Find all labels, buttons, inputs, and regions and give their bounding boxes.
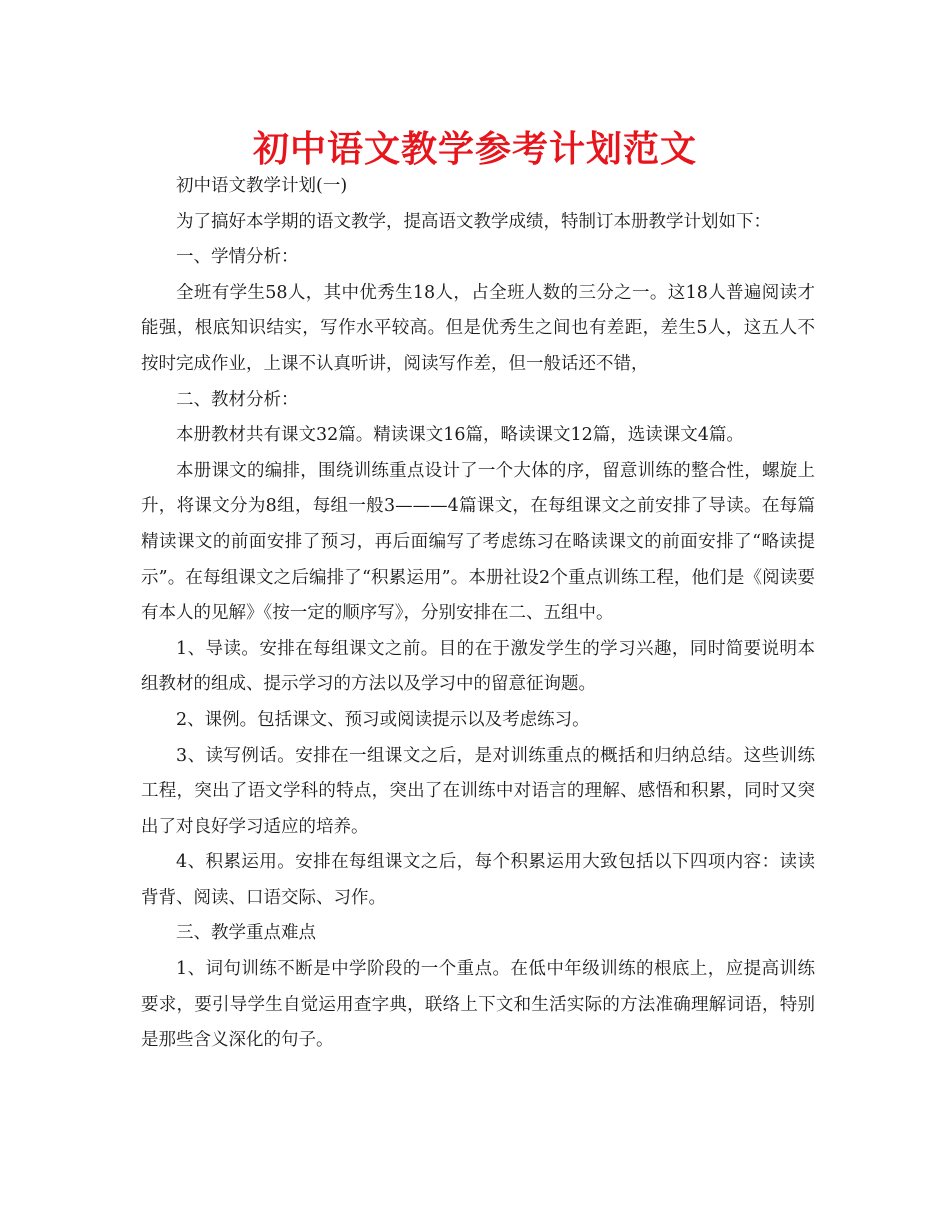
list-item-vocabulary-training: 1、词句训练不断是中学阶段的一个重点。在低中年级训练的根底上，应提高训练要求，要引导学生自觉运用查字典，联络上下文和生活实际的方法准确理解词语，特别是那些含义深化的句子。 <box>141 959 815 1051</box>
list-item-guide-reading: 1、导读。安排在每组课文之前。目的在于激发学生的学习兴趣，同时简要说明本组教材的组成、提示学习的方法以及学习中的留意征询题。 <box>141 638 815 695</box>
section-heading-textbook-analysis: 二、教材分析： <box>176 389 299 410</box>
paragraph-intro: 为了搞好本学期的语文教学，提高语文教学成绩，特制订本册教学计划如下： <box>176 211 771 232</box>
paragraph-textbook-count: 本册教材共有课文32篇。精读课文16篇，略读课文12篇，选读课文4篇。 <box>176 425 744 446</box>
document-body <box>141 169 815 1059</box>
list-item-lesson-examples: 2、课例。包括课文、预习或阅读提示以及考虑练习。 <box>176 709 590 730</box>
section-heading-student-analysis: 一、学情分析： <box>176 247 299 268</box>
list-item-accumulation: 4、积累运用。安排在每组课文之后，每个积累运用大致包括以下四项内容：读读背背、阅读、口语交际、习作。 <box>141 852 815 908</box>
document-title: 初中语文教学参考计划范文 <box>252 129 697 170</box>
paragraph-plan-heading: 初中语文教学计划(一) <box>176 176 348 196</box>
section-heading-key-points: 三、教学重点难点 <box>176 923 316 944</box>
paragraph-student-analysis: 全班有学生58人，其中优秀生18人，占全班人数的三分之一。这18人普遍阅读才能强，根底知识结实，写作水平较高。但是优秀生之间也有差距，差生5人，这五人不按时完成作业，上课不认真听讲，阅读写作差，但一般话还不错， <box>141 282 815 374</box>
list-item-reading-writing: 3、读写例话。安排在一组课文之后，是对训练重点的概括和归纳总结。这些训练工程，突出了语文学科的特点，突出了在训练中对语言的理解、感悟和积累，同时又突出了对良好学习适应的培养。 <box>141 745 815 837</box>
paragraph-textbook-structure: 本册课文的编排，围绕训练重点设计了一个大体的序，留意训练的整合性，螺旋上升，将课文分为8组，每组一般3———4篇课文，在每组课文之前安排了导读。在每篇精读课文的前面安排了预习，再后面编写了考虑练习在略读课文的前面安排了“略读提示”。在每组课文之后编排了“积累运用”。本册社设2个重点训练工程，他们是《阅读要有本人的见解》《按一定的顺序写》，分别安排在二、五组中。 <box>141 460 815 624</box>
